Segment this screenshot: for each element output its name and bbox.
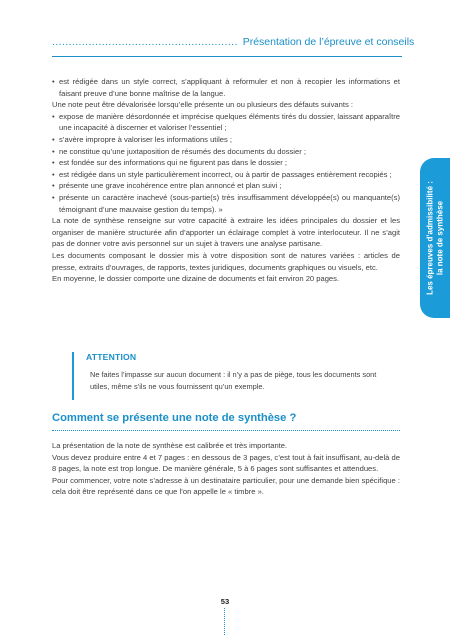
header-title: Présentation de l’épreuve et conseils <box>242 36 415 48</box>
header-rule <box>52 56 402 57</box>
paragraph: La note de synthèse renseigne sur votre capacité à extraire les idées principales du dossier et les organiser de manière structurée afin d’apporter un éclairage complet à votre interlocuteur. Il ne s’agit pas de donner votre avis personnel sur un sujet à travers une analyse partisane. <box>52 216 400 249</box>
attention-accent-bar <box>72 352 74 400</box>
page-footer-dots <box>224 608 225 635</box>
list-item: • ne constitue qu’une juxtaposition de résumés des documents du dossier ; <box>52 146 306 156</box>
bullet-icon: • <box>52 77 55 86</box>
list-item: • présente un caractère inachevé (sous-partie(s) très insuffisamment développée(s) ou manquante(s) témoignant d’une mauvaise gestion du temps). » <box>52 192 400 214</box>
bullet-icon: • <box>52 146 55 156</box>
paragraph: Pour commencer, votre note s’adresse à un destinataire particulier, pour une demande bien spécifique : cela doit être représenté dans ce que l’on appelle le « timbre ». <box>52 475 400 497</box>
header-leader-dots: ........................................................ <box>52 36 238 48</box>
list-item: • s’avère impropre à valoriser les informations utiles ; <box>52 134 233 144</box>
section-dotted-rule <box>52 430 400 431</box>
bullet-icon: • <box>52 158 55 168</box>
running-header <box>52 36 415 48</box>
section-heading: Comment se présente une note de synthèse ? <box>52 412 297 424</box>
list-item: • est rédigée dans un style correct, s’appliquant à reformuler et non à recopier les informations et faisant preuve d’une bonne maîtrise de la langue. <box>52 77 400 98</box>
paragraph: En moyenne, le dossier comporte une dizaine de documents et fait environ 20 pages. <box>52 274 340 284</box>
body-text <box>52 76 400 285</box>
bullet-icon: • <box>52 192 55 202</box>
attention-title: ATTENTION <box>86 352 137 362</box>
list-item: • est fondée sur des informations qui ne figurent pas dans le dossier ; <box>52 158 287 168</box>
attention-box <box>72 352 400 400</box>
paragraph: La présentation de la note de synthèse est calibrée et très importante. <box>52 441 288 450</box>
list-item: • est rédigée dans un style particulièrement incorrect, ou à partir de passages entièrement recopiés ; <box>52 169 392 179</box>
bullet-icon: • <box>52 111 55 121</box>
paragraph: Une note peut être dévalorisée lorsqu’elle présente un ou plusieurs des défauts suivants : <box>52 100 353 110</box>
list-item: • présente une grave incohérence entre plan annoncé et plan suivi ; <box>52 181 282 191</box>
page-number: 53 <box>220 597 230 606</box>
list-item: • expose de manière désordonnée et imprécise quelques éléments tirés du dossier, laissant apparaître une incapacité à discerner et valoriser l’essentiel ; <box>52 111 400 133</box>
side-tab-label: Les épreuves d’admissibilité : la note de synthèse <box>425 181 444 295</box>
paragraph: Les documents composant le dossier mis à votre disposition sont de natures variées : articles de presse, extraits d’ouvrages, de rapports, textes juridiques, documents graphiques ou visuels, etc. <box>52 250 400 272</box>
chapter-side-tab <box>420 158 450 318</box>
bullet-icon: • <box>52 181 55 191</box>
attention-text: Ne faites l’impasse sur aucun document : il n’y a pas de piège, tous les documents sont utiles, même s’ils ne vous fournissent qu’un exemple. <box>90 370 377 391</box>
paragraph: Vous devez produire entre 4 et 7 pages : en dessous de 3 pages, c’est tout à fait insuffisant, au-delà de 8 pages, la note est trop longue. De manière générale, 5 à 6 pages sont suffisantes et attendues. <box>52 452 400 474</box>
bullet-icon: • <box>52 169 55 179</box>
section-body <box>52 440 400 498</box>
bullet-icon: • <box>52 134 55 144</box>
